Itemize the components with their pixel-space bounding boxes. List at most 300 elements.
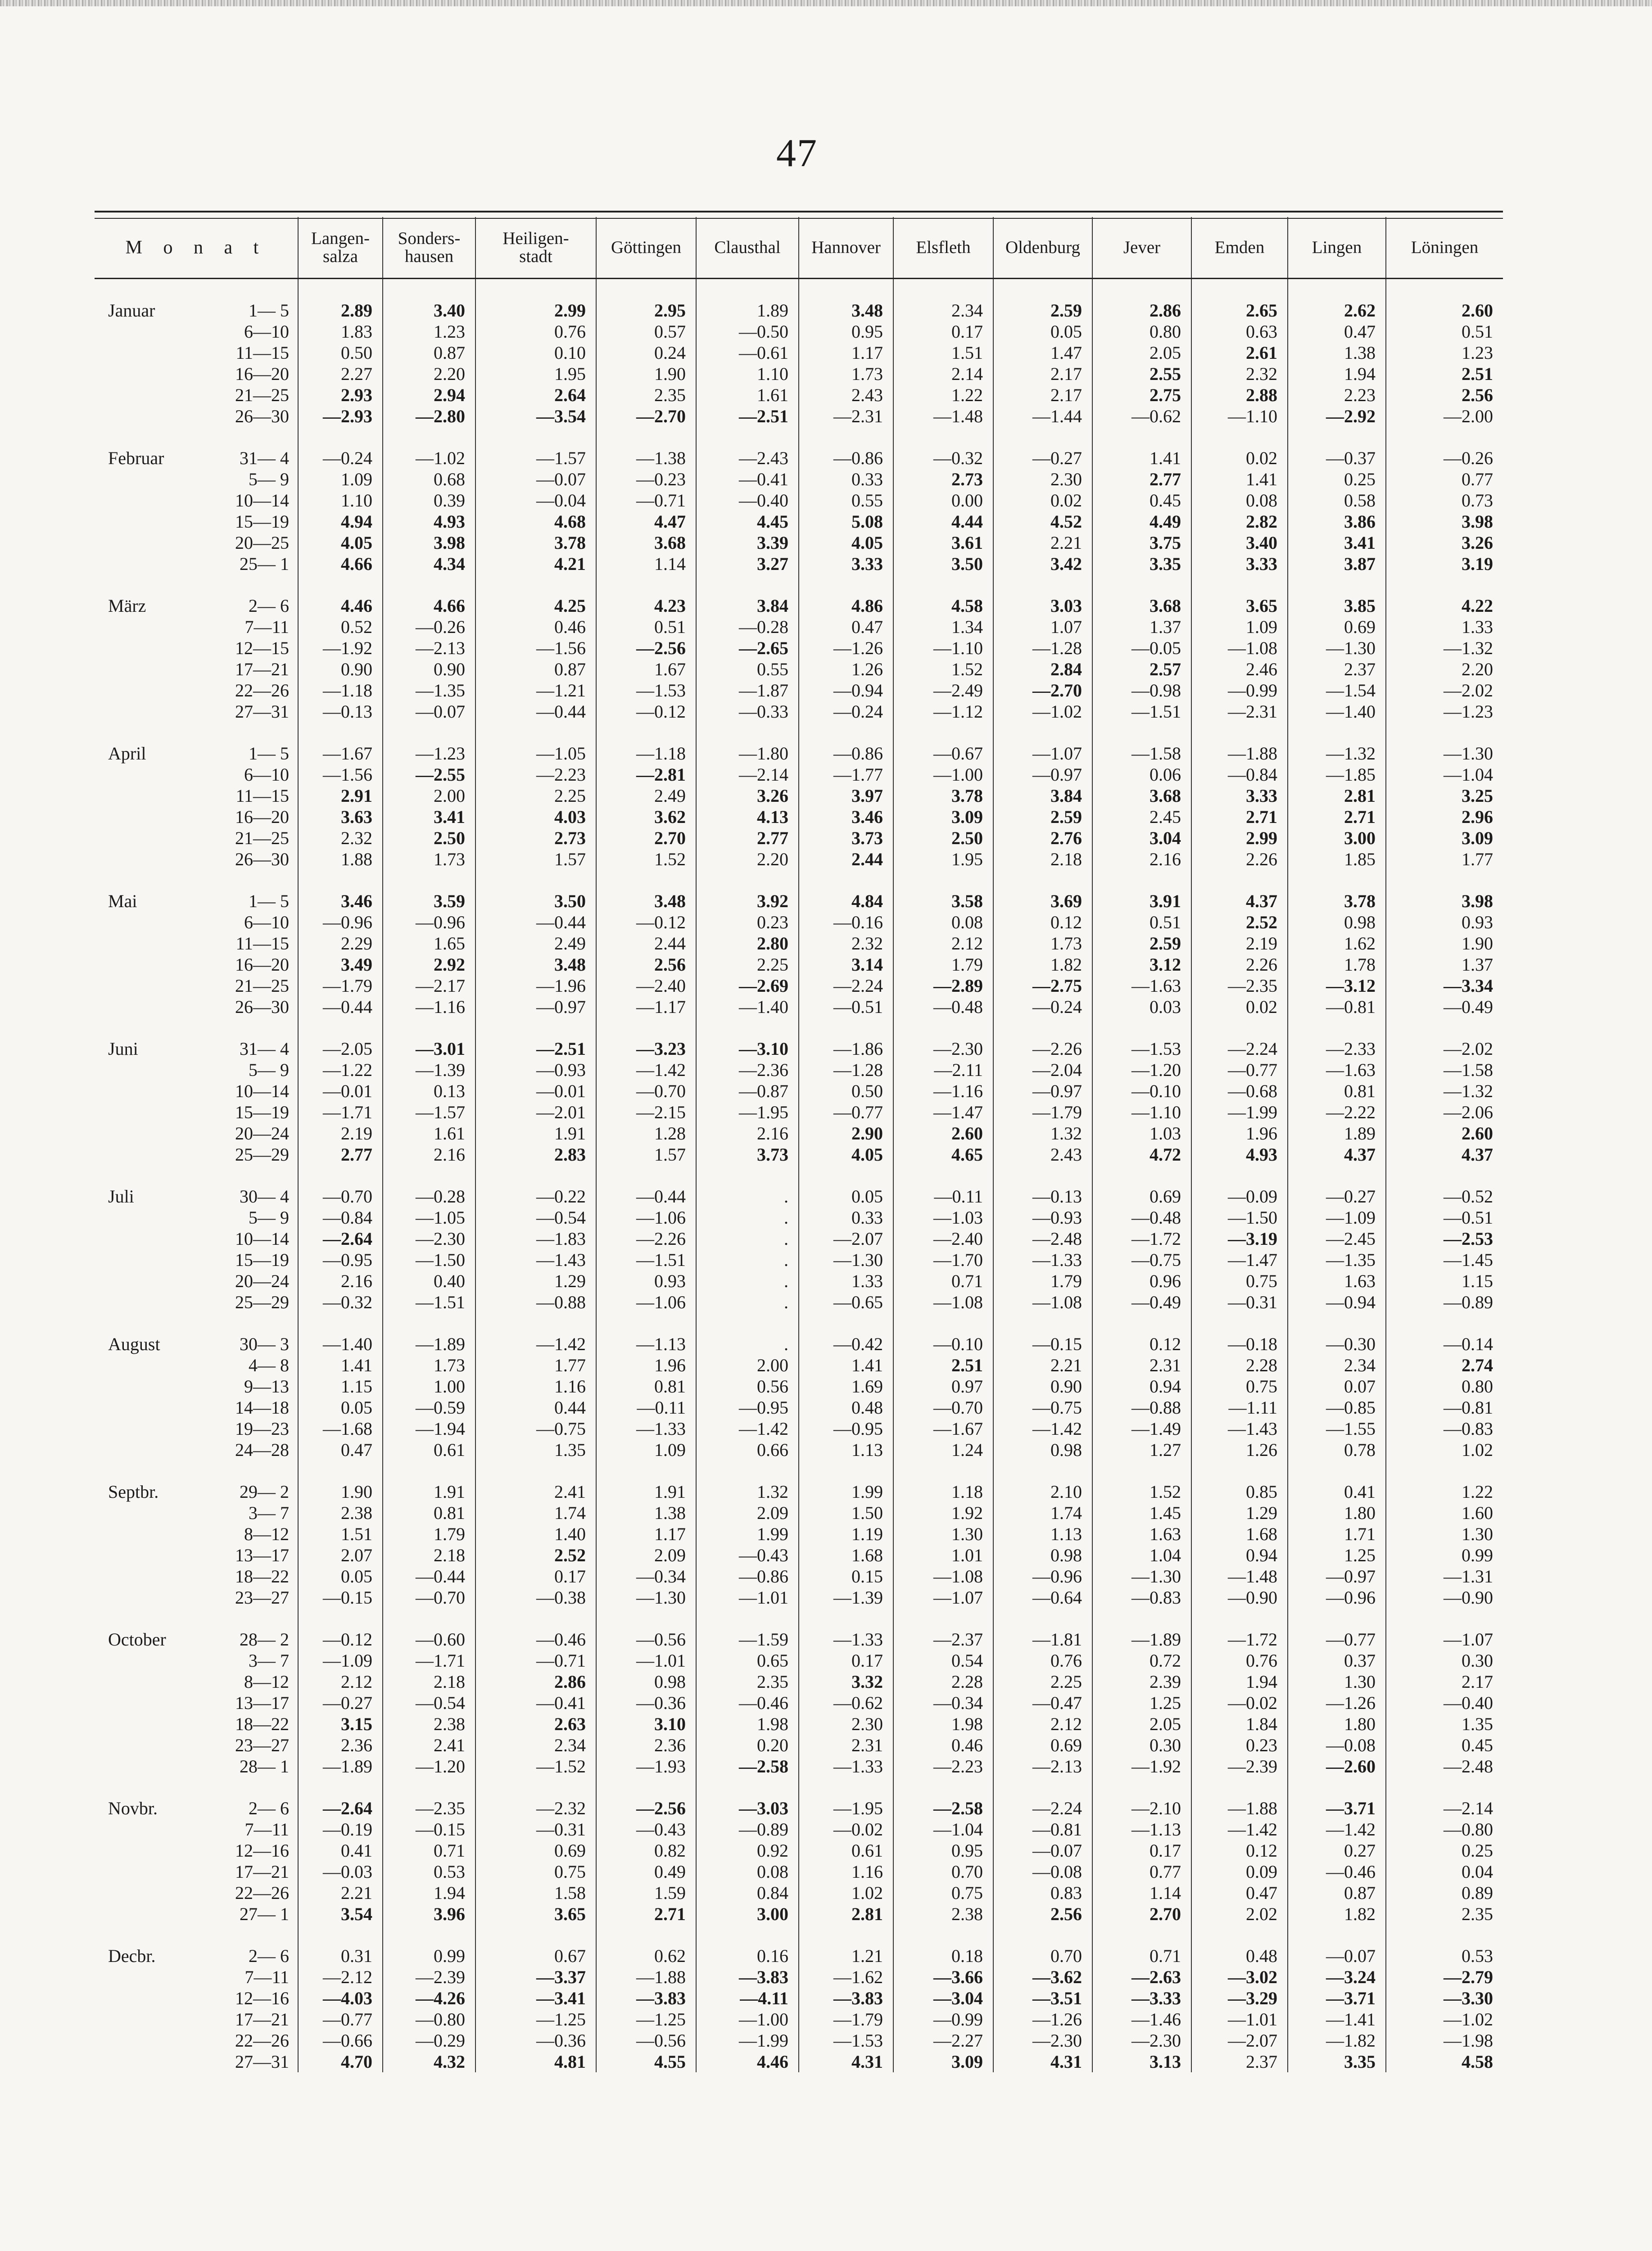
value-cell: —2.39 [383,1966,475,1988]
separator-cell [596,1460,696,1481]
value-cell: —1.51 [596,1249,696,1270]
period-range: 22—26 [235,680,289,701]
value-cell: —0.12 [596,701,696,722]
period-cell [95,1080,298,1102]
value-cell: 2.59 [1092,933,1191,954]
value-cell: —2.24 [799,975,893,996]
value-cell: 0.41 [1288,1481,1386,1502]
separator-cell [383,1165,475,1186]
value-cell: —1.42 [696,1418,799,1439]
value-cell: 2.12 [893,933,993,954]
table-row [95,637,1503,659]
value-cell: 2.83 [475,1144,596,1165]
value-cell: —4.26 [383,1988,475,2009]
value-cell: 2.64 [475,384,596,406]
value-cell: 0.72 [1092,1650,1191,1671]
value-cell: 0.63 [1191,321,1288,342]
value-cell: —0.36 [475,2030,596,2051]
value-cell: 1.03 [1092,1123,1191,1144]
value-cell: —4.11 [696,1988,799,2009]
month-separator [95,427,1503,447]
period-range: 29— 2 [240,1482,289,1502]
value-cell: 0.69 [475,1840,596,1861]
value-cell: —2.01 [475,1102,596,1123]
value-cell: —1.95 [799,1798,893,1819]
value-cell: 4.81 [475,2051,596,2072]
value-cell: —1.98 [1386,2030,1503,2051]
value-cell: 2.93 [298,384,383,406]
value-cell: . [696,1292,799,1313]
separator-cell [1191,1165,1288,1186]
value-cell: 2.77 [298,1144,383,1165]
month-name: Septbr. [108,1482,159,1502]
value-cell: 0.54 [893,1650,993,1671]
value-cell: —0.44 [475,912,596,933]
value-cell: 2.16 [1092,849,1191,870]
value-cell: 4.68 [475,511,596,532]
table-row [95,1735,1503,1756]
value-cell: —0.12 [298,1629,383,1650]
value-cell: 4.21 [475,553,596,574]
value-cell: 3.04 [1092,827,1191,849]
value-cell: 2.77 [1092,469,1191,490]
value-cell: 2.92 [383,954,475,975]
value-cell: 0.76 [993,1650,1092,1671]
value-cell: 2.35 [596,384,696,406]
value-cell: —0.32 [298,1292,383,1313]
value-cell: 2.28 [1191,1355,1288,1376]
value-cell: —1.94 [383,1418,475,1439]
value-cell: 1.17 [596,1523,696,1545]
period-range: 12—15 [235,638,289,658]
value-cell: 0.76 [475,321,596,342]
month-separator [95,1313,1503,1333]
period-cell [95,553,298,574]
value-cell: —0.75 [475,1418,596,1439]
period-cell [95,1629,298,1650]
value-cell: 0.04 [1386,1861,1503,1882]
value-cell: —2.30 [1092,2030,1191,2051]
value-cell: 4.32 [383,2051,475,2072]
value-cell: —1.42 [993,1418,1092,1439]
value-cell: —0.47 [993,1692,1092,1713]
table-row [95,1333,1503,1355]
value-cell: —1.71 [383,1650,475,1671]
separator-cell [383,722,475,743]
value-cell: —1.42 [596,1059,696,1080]
table-row [95,1376,1503,1397]
value-cell: 3.33 [1191,785,1288,806]
value-cell: —1.95 [696,1102,799,1123]
period-cell [95,954,298,975]
separator-cell [298,1777,383,1798]
value-cell: 2.34 [893,279,993,321]
value-cell: —1.79 [298,975,383,996]
value-cell: —0.29 [383,2030,475,2051]
separator-cell [696,722,799,743]
value-cell: —0.49 [1386,996,1503,1017]
value-cell: —1.22 [298,1059,383,1080]
value-cell: —1.07 [993,743,1092,764]
value-cell: —0.08 [1288,1735,1386,1756]
separator-cell [799,1777,893,1798]
value-cell: 2.34 [475,1735,596,1756]
value-cell: —0.27 [298,1692,383,1713]
value-cell: 0.48 [799,1397,893,1418]
value-cell: —1.08 [993,1292,1092,1313]
value-cell: —2.14 [1386,1798,1503,1819]
value-cell: —2.51 [696,406,799,427]
value-cell: 0.05 [993,321,1092,342]
period-range: 22—26 [235,1883,289,1903]
value-cell: 1.83 [298,321,383,342]
value-cell: —0.99 [893,2009,993,2030]
value-cell: 1.41 [298,1355,383,1376]
value-cell: 2.43 [799,384,893,406]
value-cell: —1.44 [993,406,1092,427]
value-cell: 1.02 [1386,1439,1503,1460]
period-cell [95,933,298,954]
period-range: 10—14 [235,1229,289,1249]
value-cell: —0.80 [1386,1819,1503,1840]
value-cell: 4.22 [1386,595,1503,616]
value-cell: —2.89 [893,975,993,996]
value-cell: —1.23 [383,743,475,764]
separator-cell [993,1017,1092,1038]
value-cell: 3.41 [1288,532,1386,553]
period-range: 12—16 [235,1988,289,2008]
value-cell: 0.93 [1386,912,1503,933]
page-number: 47 [776,131,818,175]
period-cell [95,595,298,616]
value-cell: —1.02 [993,701,1092,722]
value-cell: —1.79 [799,2009,893,2030]
value-cell: 1.74 [993,1502,1092,1523]
month-name: Novbr. [108,1798,158,1818]
value-cell: 0.94 [1092,1376,1191,1397]
value-cell: 2.17 [993,363,1092,384]
table-row [95,1186,1503,1207]
value-cell: 1.45 [1092,1502,1191,1523]
period-range: 2— 6 [249,1946,289,1966]
value-cell: 0.51 [1092,912,1191,933]
value-cell: —0.64 [993,1587,1092,1608]
value-cell: —0.43 [696,1545,799,1566]
separator-cell [95,722,298,743]
value-cell: 0.82 [596,1840,696,1861]
value-cell: —1.43 [1191,1418,1288,1439]
station-header: Heiligen- stadt [475,217,596,279]
period-cell [95,1249,298,1270]
value-cell: —0.95 [799,1418,893,1439]
value-cell: —3.54 [475,406,596,427]
separator-cell [475,1925,596,1945]
period-range: 17—21 [235,2009,289,2030]
value-cell: —0.43 [596,1819,696,1840]
value-cell: —0.11 [596,1397,696,1418]
value-cell: 0.50 [298,342,383,363]
value-cell: —3.29 [1191,1988,1288,2009]
separator-cell [993,1313,1092,1333]
value-cell: 0.08 [696,1861,799,1882]
value-cell: 1.16 [475,1376,596,1397]
period-cell [95,1355,298,1376]
value-cell: —0.84 [1191,764,1288,785]
value-cell: —1.41 [1288,2009,1386,2030]
value-cell: 2.44 [799,849,893,870]
table-row [95,1903,1503,1925]
value-cell: 1.85 [1288,849,1386,870]
value-cell: 0.99 [1386,1545,1503,1566]
value-cell: 0.33 [799,469,893,490]
value-cell: —0.97 [1288,1566,1386,1587]
value-cell: 1.67 [596,659,696,680]
value-cell: 2.27 [298,363,383,384]
value-cell: 3.35 [1288,2051,1386,2072]
value-cell: —0.68 [1191,1080,1288,1102]
value-cell: 1.33 [1386,616,1503,637]
separator-cell [1386,1313,1503,1333]
value-cell: —0.31 [475,1819,596,1840]
value-cell: —1.56 [475,637,596,659]
station-header: Lingen [1288,217,1386,279]
value-cell: 2.09 [696,1502,799,1523]
period-cell [95,1819,298,1840]
value-cell: 1.23 [1386,342,1503,363]
value-cell: 4.93 [1191,1144,1288,1165]
value-cell: —2.93 [298,406,383,427]
separator-cell [1191,1460,1288,1481]
value-cell: 0.99 [383,1945,475,1966]
value-cell: 4.44 [893,511,993,532]
value-cell: —0.24 [298,447,383,469]
value-cell: —2.31 [1191,701,1288,722]
value-cell: —0.01 [298,1080,383,1102]
value-cell: 2.28 [893,1671,993,1692]
value-cell: 1.73 [799,363,893,384]
period-range: 5— 9 [249,1207,289,1228]
value-cell: —1.54 [1288,680,1386,701]
value-cell: 2.17 [993,384,1092,406]
period-range: 21—25 [235,976,289,996]
period-range: 9—13 [244,1376,289,1397]
value-cell: 1.35 [475,1439,596,1460]
separator-cell [696,1017,799,1038]
value-cell: 0.39 [383,490,475,511]
value-cell: —1.48 [893,406,993,427]
value-cell: —1.89 [298,1756,383,1777]
value-cell: 1.30 [893,1523,993,1545]
value-cell: 1.80 [1288,1713,1386,1735]
value-cell: 3.62 [596,806,696,827]
value-cell: 1.15 [298,1376,383,1397]
value-cell: —1.05 [475,743,596,764]
value-cell: —2.56 [596,1798,696,1819]
period-cell [95,849,298,870]
value-cell: 2.30 [993,469,1092,490]
separator-cell [298,722,383,743]
value-cell: 3.98 [383,532,475,553]
value-cell: —2.04 [993,1059,1092,1080]
period-cell [95,1945,298,1966]
value-cell: 2.70 [1092,1903,1191,1925]
value-cell: 0.00 [893,490,993,511]
value-cell: —2.23 [475,764,596,785]
value-cell: —1.88 [596,1966,696,1988]
value-cell: —0.36 [596,1692,696,1713]
value-cell: —1.04 [1386,764,1503,785]
value-cell: —0.81 [1288,996,1386,1017]
table-row [95,2030,1503,2051]
table-row [95,279,1503,321]
value-cell: 0.23 [696,912,799,933]
value-cell: —0.77 [799,1102,893,1123]
value-cell: 0.09 [1191,1861,1288,1882]
period-range: 19—23 [235,1419,289,1439]
value-cell: —1.10 [1092,1102,1191,1123]
value-cell: 2.16 [383,1144,475,1165]
value-cell: —0.09 [1191,1186,1288,1207]
value-cell: 0.07 [1288,1376,1386,1397]
table-row [95,1228,1503,1249]
period-range: 23—27 [235,1735,289,1755]
separator-cell [95,427,298,447]
month-name: Januar [108,300,155,321]
value-cell: 0.05 [298,1397,383,1418]
value-cell: —0.81 [993,1819,1092,1840]
period-cell [95,1038,298,1059]
station-header: Göttingen [596,217,696,279]
value-cell: 2.51 [893,1355,993,1376]
period-cell [95,1735,298,1756]
value-cell: 1.78 [1288,954,1386,975]
period-cell [95,1882,298,1903]
value-cell: 1.15 [1386,1270,1503,1292]
value-cell: 2.37 [1191,2051,1288,2072]
value-cell: 0.77 [1386,469,1503,490]
value-cell: —1.43 [475,1249,596,1270]
value-cell: —2.80 [383,406,475,427]
value-cell: —2.26 [596,1228,696,1249]
separator-cell [1092,1777,1191,1798]
period-range: 30— 4 [240,1186,289,1207]
separator-cell [298,1313,383,1333]
table-row [95,1397,1503,1418]
separator-cell [475,574,596,595]
value-cell: 3.85 [1288,595,1386,616]
period-range: 26—30 [235,997,289,1017]
value-cell: 3.58 [893,890,993,912]
period-cell [95,1481,298,1502]
value-cell: 2.80 [696,933,799,954]
value-cell: —2.05 [298,1038,383,1059]
table-row [95,764,1503,785]
value-cell: 1.18 [893,1481,993,1502]
value-cell: 1.09 [1191,616,1288,637]
separator-cell [383,870,475,890]
value-cell: 2.25 [993,1671,1092,1692]
value-cell: —0.86 [696,1566,799,1587]
value-cell: 0.81 [596,1376,696,1397]
value-cell: —1.42 [1288,1819,1386,1840]
value-cell: 2.12 [993,1713,1092,1735]
value-cell: 0.58 [1288,490,1386,511]
value-cell: 1.51 [298,1523,383,1545]
period-cell [95,1903,298,1925]
period-range: 11—15 [235,933,289,954]
value-cell: —0.83 [1386,1418,1503,1439]
value-cell: 1.51 [893,342,993,363]
value-cell: 0.05 [298,1566,383,1587]
value-cell: 0.45 [1092,490,1191,511]
value-cell: —1.96 [475,975,596,996]
value-cell: 1.79 [383,1523,475,1545]
table-row [95,1059,1503,1080]
value-cell: 3.68 [1092,595,1191,616]
value-cell: 0.81 [1288,1080,1386,1102]
value-cell: 3.40 [383,279,475,321]
period-range: 7—11 [244,617,289,637]
value-cell: —1.07 [893,1587,993,1608]
value-cell: 3.92 [696,890,799,912]
value-cell: 4.34 [383,553,475,574]
value-cell: —0.93 [475,1059,596,1080]
separator-cell [383,1460,475,1481]
value-cell: 3.98 [1386,890,1503,912]
separator-cell [893,1460,993,1481]
value-cell: 4.58 [1386,2051,1503,2072]
value-cell: —1.07 [1386,1629,1503,1650]
value-cell: 0.66 [696,1439,799,1460]
value-cell: 1.27 [1092,1439,1191,1460]
value-cell: 0.41 [298,1840,383,1861]
value-cell: —4.03 [298,1988,383,2009]
value-cell: 4.49 [1092,511,1191,532]
separator-cell [993,1460,1092,1481]
value-cell: 0.52 [298,616,383,637]
value-cell: —3.83 [799,1988,893,2009]
period-cell [95,1713,298,1735]
value-cell: 1.99 [696,1523,799,1545]
value-cell: 0.44 [475,1397,596,1418]
value-cell: —0.01 [475,1080,596,1102]
separator-cell [893,427,993,447]
value-cell: —0.44 [475,701,596,722]
value-cell: —1.06 [596,1292,696,1313]
value-cell: —0.62 [799,1692,893,1713]
value-cell: —0.96 [383,912,475,933]
value-cell: 1.74 [475,1502,596,1523]
value-cell: —1.18 [596,743,696,764]
separator-cell [298,1608,383,1629]
period-cell [95,1861,298,1882]
value-cell: 2.70 [596,827,696,849]
value-cell: —2.70 [993,680,1092,701]
value-cell: —1.31 [1386,1566,1503,1587]
period-range: 14—18 [235,1397,289,1418]
value-cell: —1.28 [799,1059,893,1080]
value-cell: —1.00 [893,764,993,785]
value-cell: 2.25 [696,954,799,975]
value-cell: 0.47 [1191,1882,1288,1903]
value-cell: 1.73 [993,933,1092,954]
separator-cell [95,870,298,890]
value-cell: 1.96 [1191,1123,1288,1144]
value-cell: 2.35 [696,1671,799,1692]
value-cell: 4.66 [383,595,475,616]
value-cell: 4.55 [596,2051,696,2072]
value-cell: 0.08 [893,912,993,933]
